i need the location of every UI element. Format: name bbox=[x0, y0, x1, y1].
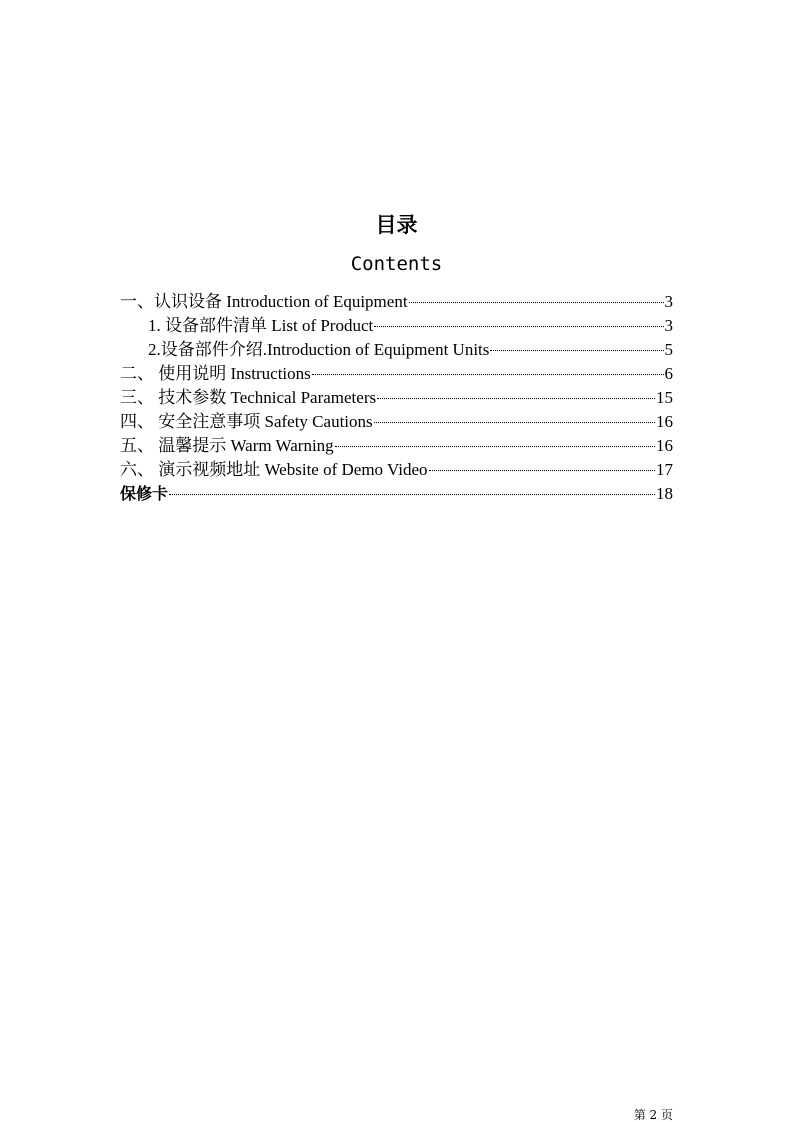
dot-leader bbox=[490, 349, 663, 351]
toc-entry[interactable] bbox=[120, 362, 673, 386]
dot-leader bbox=[409, 301, 664, 303]
toc-entry[interactable] bbox=[120, 458, 673, 482]
toc-entry[interactable] bbox=[120, 314, 673, 338]
toc-entry-title: 四、 安全注意事项 Safety Cautions bbox=[120, 412, 373, 431]
toc-entry[interactable] bbox=[120, 434, 673, 458]
toc-entry-page-number: 5 bbox=[664, 340, 673, 359]
toc-entry[interactable] bbox=[120, 386, 673, 410]
toc-entry-warranty-card[interactable] bbox=[120, 482, 673, 506]
toc-entry-title: 六、 演示视频地址 Website of Demo Video bbox=[120, 460, 428, 479]
contents-title-chinese: 目录 bbox=[375, 213, 418, 237]
toc-entry-page-number: 16 bbox=[656, 412, 673, 431]
toc-entry[interactable] bbox=[120, 410, 673, 434]
toc-entry-title: 一、认识设备 Introduction of Equipment bbox=[120, 292, 408, 311]
page-footer-number: 第 2 页 bbox=[633, 1108, 673, 1122]
toc-entry-title: 二、 使用说明 Instructions bbox=[120, 364, 311, 383]
dot-leader bbox=[429, 469, 655, 471]
toc-entry-title: 保修卡 bbox=[120, 484, 169, 503]
dot-leader bbox=[374, 325, 663, 327]
toc-entry-page-number: 16 bbox=[656, 436, 673, 455]
dot-leader bbox=[377, 397, 655, 399]
toc-entry[interactable] bbox=[120, 338, 673, 362]
toc-entry-page-number: 18 bbox=[656, 484, 673, 503]
toc-entry-title: 五、 温馨提示 Warm Warning bbox=[120, 436, 334, 455]
toc-entry-title: 1. 设备部件清单 List of Product bbox=[148, 316, 374, 335]
dot-leader bbox=[312, 373, 664, 375]
toc-entry-page-number: 6 bbox=[664, 364, 673, 383]
toc-entry-page-number: 17 bbox=[656, 460, 673, 479]
toc-entry-page-number: 3 bbox=[664, 292, 673, 311]
toc-entry[interactable] bbox=[120, 290, 673, 314]
toc-entry-page-number: 15 bbox=[656, 388, 673, 407]
toc-entry-title: 2.设备部件介绍.Introduction of Equipment Units bbox=[148, 340, 490, 359]
table-of-contents bbox=[120, 290, 673, 506]
toc-entry-title: 三、 技术参数 Technical Parameters bbox=[120, 388, 377, 407]
contents-title-english: Contents bbox=[350, 253, 443, 275]
toc-entry-page-number: 3 bbox=[664, 316, 673, 335]
dot-leader bbox=[335, 445, 655, 447]
dot-leader bbox=[374, 421, 655, 423]
dot-leader bbox=[169, 493, 655, 495]
